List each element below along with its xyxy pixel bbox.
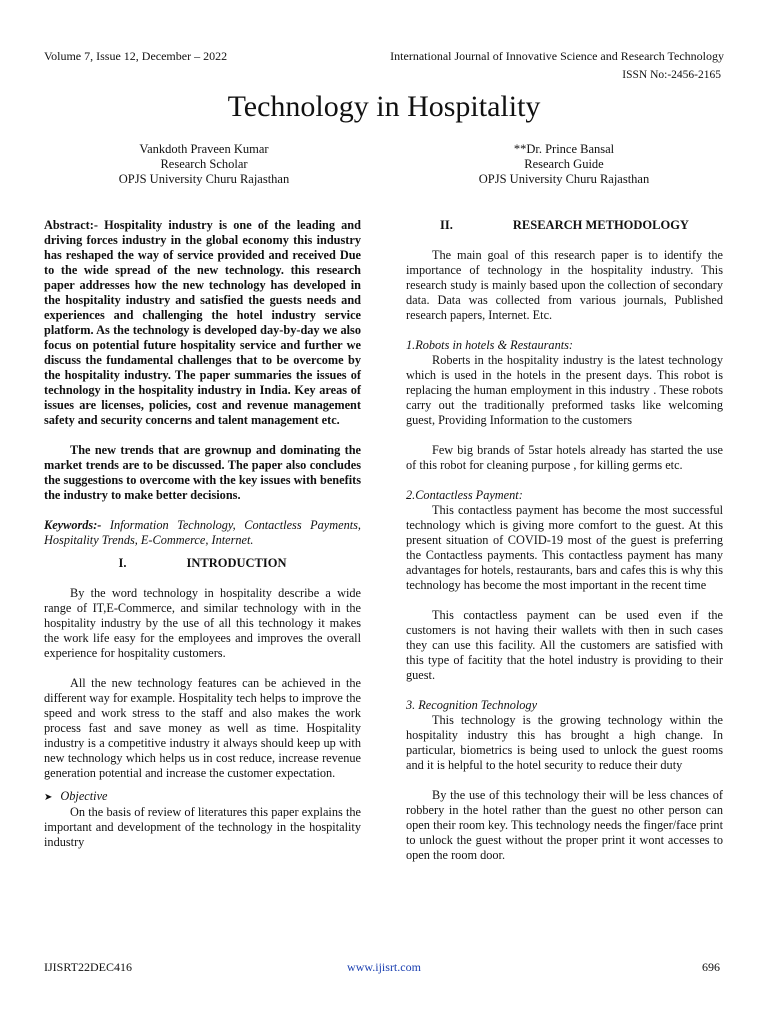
- section-2-number: II.: [440, 218, 453, 232]
- author-1: [54, 142, 354, 187]
- paper-title: Technology in Hospitality: [227, 90, 541, 123]
- journal-url[interactable]: www.ijisrt.com: [347, 960, 421, 974]
- objective-heading: [44, 789, 361, 805]
- robots-paragraph-1: Roberts in the hospitality industry is the latest technology which is used in the hotels in the present days. This robot is replacing the human employment in this industry . These robots carry out the traditionally preformed tasks like welcoming guest, Providing Information to the customers: [406, 353, 723, 427]
- contactless-paragraph-2: This contactless payment can be used even if the customers is not having their wallets with then in such cases they can use this facility. All the customers are satisfied with this type of facitity that the hotel industry is providing to their guest.: [406, 608, 723, 682]
- recognition-paragraph-2: By the use of this technology their will be less chances of robbery in the hotel rather than the guest no other person can open their room key. This technology needs the finger/face print to unlock the guest without the proper print it wont accesses to open the room door.: [406, 788, 723, 862]
- journal-name: International Journal of Innovative Science and Research Technology: [390, 49, 724, 63]
- subsection-recognition: 3. Recognition Technology: [406, 698, 538, 712]
- subsection-contactless: 2.Contactless Payment:: [406, 488, 523, 502]
- recognition-paragraph-1: This technology is the growing technology within the hospitality industry this has brought a high change. In particular, biometrics is being used to unlock the guest rooms and it is helpful to the hotel security to reduce their duty: [406, 713, 723, 772]
- objective-label: Objective: [60, 789, 108, 803]
- abstract-continued: The new trends that are grownup and dominating the market trends are to be discussed. The paper also concludes the suggestions to overcome with the key issues with benefits the industry to make better decisions.: [44, 443, 361, 502]
- robots-paragraph-2: Few big brands of 5star hotels already has started the use of this robot for cleaning purpose , for killing germs etc.: [406, 443, 723, 472]
- section-1-number: I.: [118, 556, 127, 570]
- intro-paragraph-2: All the new technology features can be achieved in the different way for example. Hospitality tech helps to improve the speed and work stress to the staff and also makes the work process fast and save money as well as time. Hospitality industry is a competitive industry it always should keep up with new technology which helps us in cost reduce, increase revenue generation potential and increase the customer expectation.: [44, 676, 361, 780]
- subsection-robots: 1.Robots in hotels & Restaurants:: [406, 338, 574, 352]
- keywords-list: Information Technology, Contactless Payments, Hospitality Trends, E-Commerce, Internet.: [44, 518, 361, 547]
- issn: ISSN No:-2456-2165: [622, 69, 721, 81]
- paper-code: IJISRT22DEC416: [44, 960, 132, 974]
- section-introduction-heading: [44, 556, 361, 571]
- author-2-affiliation: OPJS University Churu Rajasthan: [478, 172, 650, 186]
- right-column: [406, 218, 723, 863]
- left-column: [44, 218, 361, 850]
- section-1-title: INTRODUCTION: [186, 556, 287, 570]
- section-methodology-heading: [406, 218, 723, 233]
- arrow-bullet-icon: ➤: [44, 792, 53, 803]
- volume-info: Volume 7, Issue 12, December – 2022: [44, 49, 228, 63]
- abstract: Abstract:- Hospitality industry is one of the leading and driving forces industry in the global economy this industry has reshaped the way of service provided and received Due to the wide spread of the new technology. this research paper addresses how the new technology has developed in the hospitality industry and satisfied the guests needs and experiences and challenging the hotel industry service platform. As the technology is developed day-by-day we also focus on potential future hospitality service and further we discuss the fundamental challenges that to be overcome by the hospitality industry. The paper summaries the issues of technology in the hospitality industry in India. Key areas of issues are licenses, policies, cost and revenue management safety and security concerns and talent management etc.: [44, 218, 361, 427]
- author-2-name: **Dr. Prince Bansal: [513, 142, 615, 156]
- intro-paragraph-1: By the word technology in hospitality describe a wide range of IT,E-Commerce, and similar technology with in the hospitality industry by the use of all this technology it makes the work life easy for the employees and improves the overall experience for hospitality customers.: [44, 586, 361, 660]
- contactless-paragraph-1: This contactless payment has become the most successful technology which is giving more comfort to the guest. At this present situation of COVID-19 most of the guest is preferring the Contactless payments. This contactless payment has many advantages for hotels, restaurants, bars and cafes this is why this technology has become the most important in the recent time: [406, 503, 723, 592]
- keywords: [44, 518, 361, 548]
- methodology-paragraph: The main goal of this research paper is to identify the importance of technology in the hospitality industry. This research study is mainly based upon the collection of secondary data. Data was collected from various journals, Published research papers, Internet. Etc.: [406, 248, 723, 322]
- author-1-affiliation: OPJS University Churu Rajasthan: [118, 172, 290, 186]
- author-1-role: Research Scholar: [160, 157, 248, 171]
- section-2-title: RESEARCH METHODOLOGY: [512, 218, 689, 232]
- page-number: 696: [702, 960, 720, 974]
- author-2: [414, 142, 714, 187]
- author-2-role: Research Guide: [524, 157, 604, 171]
- author-1-name: Vankdoth Praveen Kumar: [139, 142, 269, 156]
- objective-paragraph: On the basis of review of literatures this paper explains the important and development of the technology in the hospitality industry: [44, 805, 361, 849]
- keywords-label: Keywords:-: [44, 518, 102, 532]
